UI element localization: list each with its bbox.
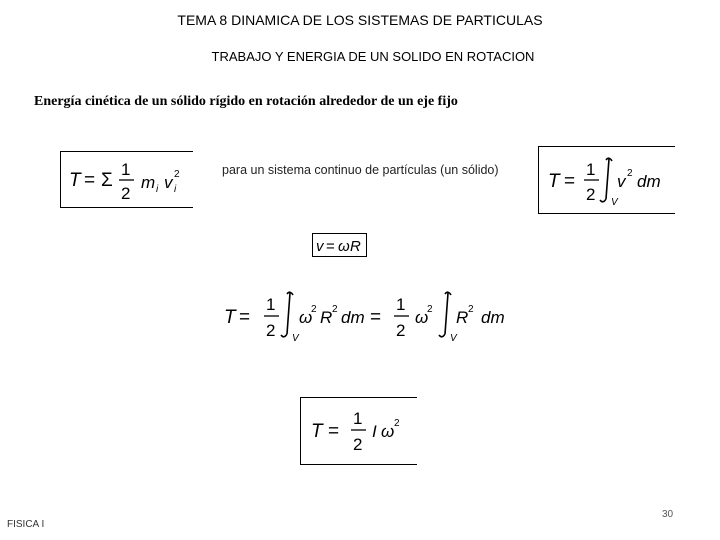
svg-text:2: 2 bbox=[627, 168, 633, 179]
svg-text:2: 2 bbox=[266, 321, 276, 340]
equation-discrete-kinetic-energy bbox=[60, 151, 193, 208]
svg-text:T: T bbox=[311, 421, 323, 442]
svg-text:1: 1 bbox=[266, 295, 276, 314]
svg-text:ω: ω bbox=[338, 238, 350, 255]
svg-text:i: i bbox=[174, 184, 177, 195]
svg-text:2: 2 bbox=[396, 321, 406, 340]
svg-text:ω: ω bbox=[299, 308, 313, 327]
svg-text:2: 2 bbox=[353, 435, 363, 454]
svg-text:2: 2 bbox=[394, 418, 400, 429]
svg-text:dm: dm bbox=[481, 308, 505, 327]
svg-text:2: 2 bbox=[174, 169, 180, 180]
svg-text:dm: dm bbox=[341, 308, 365, 327]
svg-text:=: = bbox=[326, 238, 335, 255]
page-number: 30 bbox=[662, 509, 674, 520]
equation-continuous-kinetic-energy bbox=[538, 146, 675, 214]
svg-text:=: = bbox=[239, 307, 251, 328]
svg-text:dm: dm bbox=[637, 172, 661, 191]
svg-text:v: v bbox=[316, 238, 324, 255]
svg-text:2: 2 bbox=[427, 304, 433, 315]
svg-text:Σ: Σ bbox=[101, 170, 113, 191]
svg-text:R: R bbox=[350, 238, 361, 255]
svg-text:T: T bbox=[548, 171, 560, 192]
svg-text:ω: ω bbox=[415, 308, 429, 327]
svg-text:ω: ω bbox=[381, 422, 395, 441]
svg-text:v: v bbox=[164, 173, 173, 192]
svg-text:=: = bbox=[564, 171, 576, 192]
svg-text:1: 1 bbox=[396, 295, 406, 314]
page-title: TEMA 8 DINAMICA DE LOS SISTEMAS DE PARTICULAS bbox=[177, 12, 543, 28]
equation-tangential-velocity bbox=[312, 233, 367, 257]
svg-text:1: 1 bbox=[586, 160, 596, 179]
continuous-system-note: para un sistema continuo de partículas (un sólido) bbox=[222, 163, 499, 177]
svg-text:1: 1 bbox=[353, 409, 363, 428]
svg-text:T: T bbox=[224, 307, 236, 328]
svg-text:=: = bbox=[370, 307, 382, 328]
svg-text:T: T bbox=[69, 170, 81, 191]
equation-kinetic-energy-inertia bbox=[300, 397, 417, 465]
svg-text:V: V bbox=[450, 333, 457, 344]
svg-text:2: 2 bbox=[121, 184, 131, 203]
svg-text:R: R bbox=[456, 308, 469, 327]
svg-text:=: = bbox=[84, 170, 96, 191]
page-subtitle: TRABAJO Y ENERGIA DE UN SOLIDO EN ROTACION bbox=[211, 49, 535, 64]
svg-text:2: 2 bbox=[332, 304, 338, 315]
svg-text:2: 2 bbox=[586, 185, 596, 204]
svg-text:1: 1 bbox=[121, 160, 131, 179]
svg-text:v: v bbox=[617, 172, 626, 191]
svg-text:i: i bbox=[156, 184, 159, 195]
svg-text:V: V bbox=[611, 197, 618, 208]
equation-kinetic-energy-expansion bbox=[222, 288, 517, 344]
svg-text:R: R bbox=[320, 308, 333, 327]
svg-text:2: 2 bbox=[468, 304, 474, 315]
svg-text:I: I bbox=[372, 422, 377, 441]
section-heading: Energía cinética de un sólido rígido en rotación alrededor de un eje fijo bbox=[34, 94, 458, 109]
svg-text:V: V bbox=[292, 333, 299, 344]
svg-text:=: = bbox=[328, 421, 340, 442]
svg-text:2: 2 bbox=[311, 304, 317, 315]
course-label: FISICA I bbox=[7, 519, 45, 530]
svg-text:m: m bbox=[141, 173, 156, 192]
